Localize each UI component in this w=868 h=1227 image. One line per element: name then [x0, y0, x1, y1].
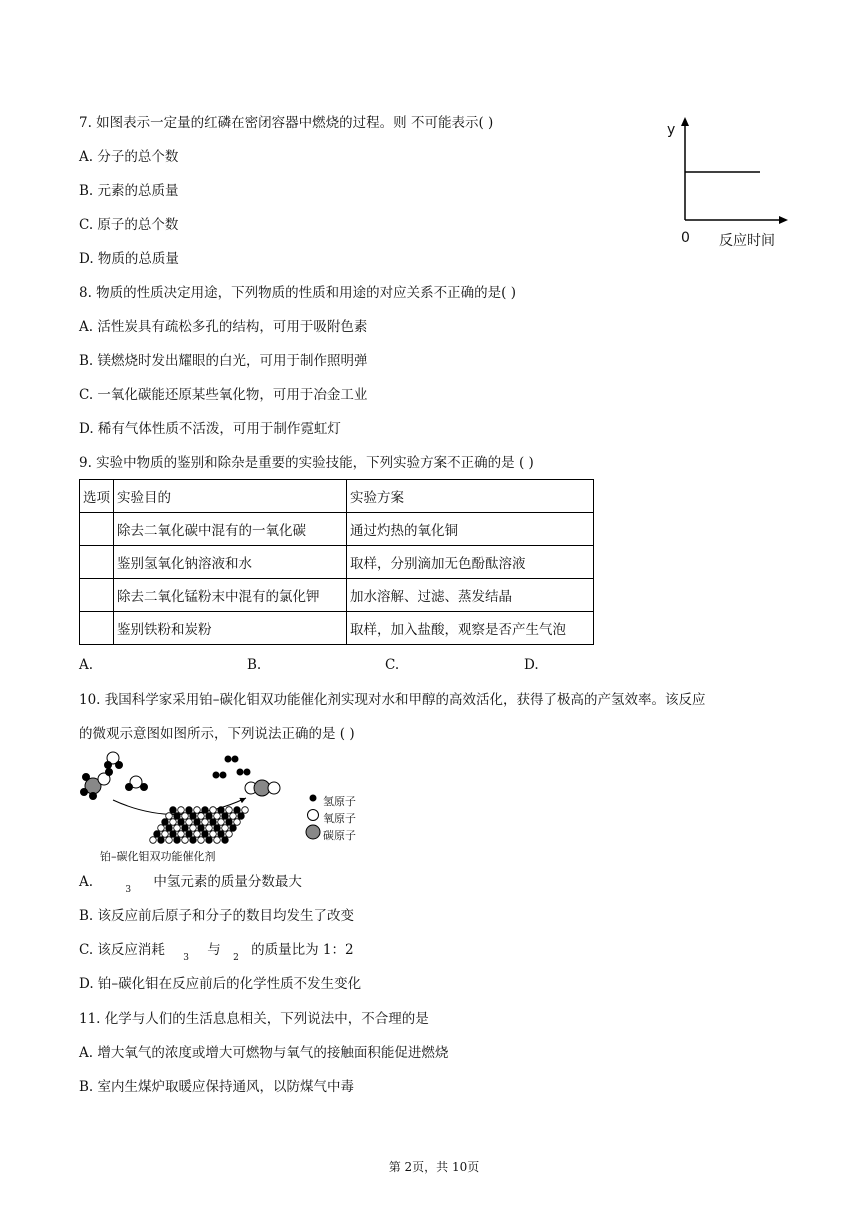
catalyst-atom: [214, 837, 221, 844]
catalyst-atom: [190, 813, 197, 820]
page-footer: 第 2页，共 10页: [388, 1160, 480, 1174]
q10-stem-line2: 的微观示意图如图所示，下列说法正确的是 ( ): [79, 726, 355, 742]
table-header-cell: 实验目的: [114, 480, 347, 513]
q8-option-a: A. 活性炭具有疏松多孔的结构，可用于吸附色素: [79, 319, 368, 335]
legend-carbon: 碳原子: [323, 829, 356, 842]
q7-stem: 7. 如图表示一定量的红磷在密闭容器中燃烧的过程。则 不可能表示( ): [79, 115, 494, 131]
table-row: [80, 513, 594, 546]
table-cell: 通过灼热的氧化铜: [347, 513, 594, 546]
table-cell: 取样，分别滴加无色酚酞溶液: [347, 546, 594, 579]
hydrogen-atom-icon: [310, 795, 317, 802]
q8-option-d: D. 稀有气体性质不活泼，可用于制作霓虹灯: [79, 421, 341, 437]
catalyst-atom: [166, 837, 173, 844]
catalyst-atom: [186, 819, 193, 826]
q11-option-a: A. 增大氧气的浓度或增大可燃物与氧气的接触面积能促进燃烧: [79, 1045, 449, 1061]
catalyst-atom: [230, 825, 237, 832]
catalyst-atom: [214, 813, 221, 820]
q9-option-a: A.: [79, 657, 94, 673]
catalyst-atom: [178, 807, 185, 814]
catalyst-atom: [150, 837, 157, 844]
catalyst-atom: [170, 819, 177, 826]
hydrogen-molecules: [213, 756, 251, 779]
catalyst-atom: [178, 831, 185, 838]
q7-graph-y-label: y: [667, 122, 676, 138]
q8-option-c: C. 一氧化碳能还原某些氧化物，可用于冶金工业: [79, 387, 368, 403]
catalyst-atom: [210, 807, 217, 814]
table-header-cell: 实验方案: [347, 480, 594, 513]
q7-graph-origin-label: 0: [681, 230, 690, 246]
catalyst-atom: [206, 837, 213, 844]
catalyst-atom: [226, 819, 233, 826]
catalyst-atom: [182, 813, 189, 820]
table-cell: [80, 579, 114, 612]
table-header-row: [80, 480, 594, 513]
water-molecule-middle: [126, 776, 148, 791]
q9-option-b: B.: [247, 657, 262, 673]
catalyst-atom: [222, 837, 229, 844]
catalyst-atom: [182, 837, 189, 844]
catalyst-atom: [166, 813, 173, 820]
q9-table: [79, 479, 594, 645]
q10-legend-markers: [304, 792, 322, 840]
table-cell: 加水溶解、过滤、蒸发结晶: [347, 579, 594, 612]
catalyst-atom: [218, 819, 225, 826]
q10-option-c-subscript1: 3: [183, 953, 189, 963]
q10-option-b: B. 该反应前后原子和分子的数目均发生了改变: [79, 908, 355, 924]
catalyst-atom: [198, 825, 205, 832]
catalyst-atom: [186, 807, 193, 814]
q9-option-d: D.: [524, 657, 539, 673]
q8-stem: 8. 物质的性质决定用途，下列物质的性质和用途的对应关系不正确的是( ): [79, 285, 516, 301]
catalyst-atom: [182, 825, 189, 832]
table-row: [80, 546, 594, 579]
q10-option-a-text: 中氢元素的质量分数最大: [153, 874, 302, 890]
table-row: [80, 579, 594, 612]
legend-hydrogen: 氢原子: [323, 795, 356, 808]
catalyst-atom: [194, 819, 201, 826]
catalyst-atom: [186, 831, 193, 838]
table-cell: 鉴别氢氧化钠溶液和水: [114, 546, 347, 579]
q10-option-c: [79, 941, 354, 961]
q10-option-a-label: A.: [79, 874, 94, 890]
q11-stem: 11. 化学与人们的生活息息相关，下列说法中，不合理的是: [79, 1011, 429, 1027]
table-cell: 除去二氧化锰粉末中混有的氯化钾: [114, 579, 347, 612]
catalyst-atom: [238, 813, 245, 820]
q10-option-a-subscript: 3: [125, 885, 132, 895]
water-molecule-top: [105, 752, 123, 769]
q7-option-a: A. 分子的总个数: [79, 149, 179, 165]
catalyst-atom: [174, 837, 181, 844]
catalyst-atom: [242, 807, 249, 814]
q7-option-d: D. 物质的总质量: [79, 251, 179, 267]
table-cell: 取样，加入盐酸，观察是否产生气泡: [347, 612, 594, 645]
catalyst-atom: [190, 825, 197, 832]
table-cell: [80, 513, 114, 546]
carbon-atom-icon: [306, 825, 320, 839]
catalyst-atom: [166, 825, 173, 832]
q10-diagram-caption: 铂–碳化钼双功能催化剂: [100, 850, 216, 863]
carbon-dioxide-molecule: [245, 780, 280, 796]
catalyst-atom: [206, 813, 213, 820]
q10-option-c-subscript2: 2: [233, 953, 239, 963]
catalyst-atom: [210, 831, 217, 838]
q10-option-c-mid: 与: [207, 942, 221, 958]
catalyst-atom: [198, 813, 205, 820]
catalyst-atom: [226, 831, 233, 838]
catalyst-atom: [218, 831, 225, 838]
q7-option-b: B. 元素的总质量: [79, 183, 179, 199]
catalyst-atom: [218, 807, 225, 814]
q10-option-c-label: C. 该反应消耗: [79, 942, 165, 958]
table-cell: [80, 546, 114, 579]
catalyst-atom: [226, 807, 233, 814]
table-cell: 除去二氧化碳中混有的一氧化碳: [114, 513, 347, 546]
catalyst-atom: [202, 807, 209, 814]
table-row: [80, 612, 594, 645]
q11-option-b: B. 室内生煤炉取暖应保持通风，以防煤气中毒: [79, 1079, 355, 1095]
table-header-cell: 选项: [80, 480, 114, 513]
q10-option-d: D. 铂–碳化钼在反应前后的化学性质不发生变化: [79, 976, 362, 992]
catalyst-atom: [206, 825, 213, 832]
catalyst-lattice: [150, 807, 249, 844]
q9-option-c: C.: [385, 657, 400, 673]
q10-option-a: [79, 873, 302, 893]
table-cell: 鉴别铁粉和炭粉: [114, 612, 347, 645]
catalyst-atom: [162, 831, 169, 838]
catalyst-atom: [194, 831, 201, 838]
catalyst-atom: [214, 825, 221, 832]
q7-graph-x-label: 反应时间: [719, 233, 775, 249]
catalyst-atom: [190, 837, 197, 844]
q10-option-c-text: 的质量比为 1：2: [251, 942, 354, 958]
catalyst-atom: [222, 825, 229, 832]
catalyst-atom: [170, 807, 177, 814]
catalyst-atom: [154, 831, 161, 838]
catalyst-atom: [174, 825, 181, 832]
catalyst-atom: [202, 819, 209, 826]
catalyst-atom: [174, 813, 181, 820]
q9-stem: 9. 实验中物质的鉴别和除杂是重要的实验技能，下列实验方案不正确的是 ( ): [79, 455, 534, 471]
catalyst-atom: [158, 837, 165, 844]
methanol-molecule-left: [81, 769, 113, 800]
q7-option-c: C. 原子的总个数: [79, 217, 179, 233]
legend-oxygen: 氧原子: [323, 812, 356, 825]
catalyst-atom: [234, 819, 241, 826]
catalyst-atom: [178, 819, 185, 826]
table-cell: [80, 612, 114, 645]
catalyst-atom: [198, 837, 205, 844]
q7-graph: [660, 115, 790, 225]
catalyst-atom: [210, 819, 217, 826]
oxygen-atom-icon: [308, 810, 319, 821]
catalyst-atom: [162, 819, 169, 826]
catalyst-atom: [222, 813, 229, 820]
catalyst-atom: [158, 825, 165, 832]
catalyst-atom: [234, 807, 241, 814]
q8-option-b: B. 镁燃烧时发出耀眼的白光，可用于制作照明弹: [79, 353, 368, 369]
catalyst-atom: [230, 813, 237, 820]
q10-stem-line1: 10. 我国科学家采用铂–碳化钼双功能催化剂实现对水和甲醇的高效活化，获得了极高的产氢效率。该反应: [79, 692, 706, 708]
catalyst-atom: [194, 807, 201, 814]
catalyst-atom: [202, 831, 209, 838]
catalyst-atom: [170, 831, 177, 838]
